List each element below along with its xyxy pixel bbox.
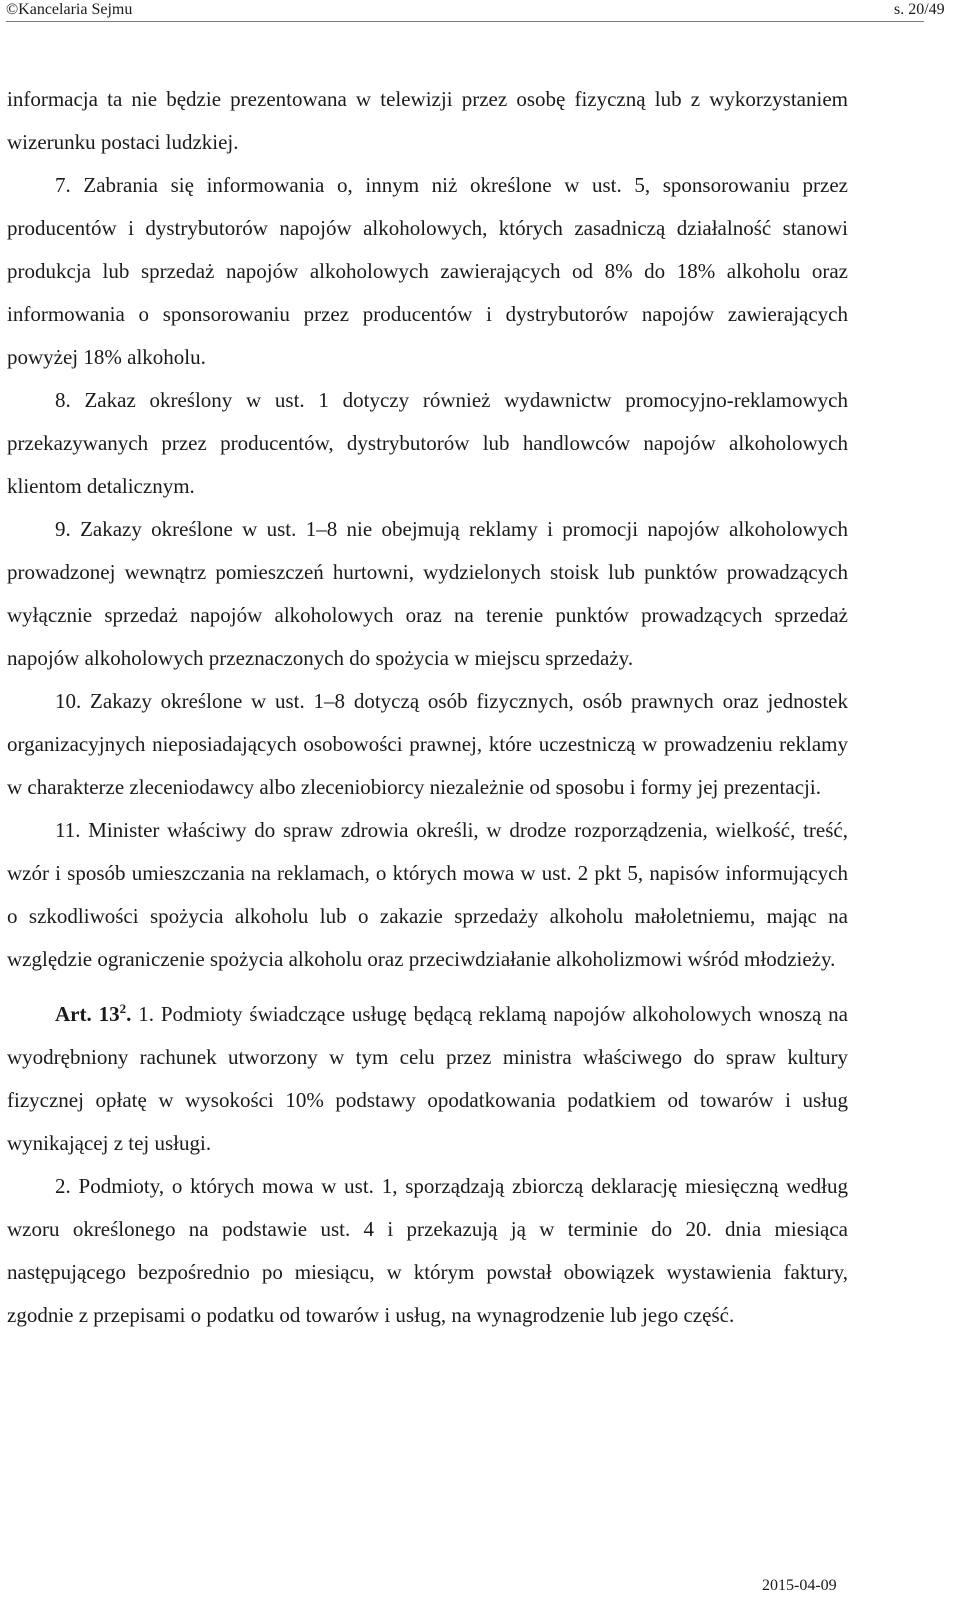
- article-label-tail: .: [126, 1002, 132, 1026]
- article-13-2-paragraph-2: 2. Podmioty, o których mowa w ust. 1, sporządzają zbiorczą deklarację miesięczną według wzoru określonego na podstawie ust. 4 i przekazują ją w terminie do 20. dnia miesiąca następującego bezpośrednio po miesiącu, w którym powstał obowiązek wystawienia faktury, zgodnie z przepisami o podatku od towarów i usług, na wynagrodzenie lub jego część.: [7, 1174, 848, 1327]
- article-13-2-paragraph-1: [7, 993, 848, 1165]
- paragraph-ust-11: 11. Minister właściwy do spraw zdrowia określi, w drodze rozporządzenia, wielkość, treść, wzór i sposób umieszczania na reklamach, o których mowa w ust. 2 pkt 5, napisów informujących o szkodliwości spożycia alkoholu lub o zakazie sprzedaży alkoholu małoletniemu, mając na względzie ograniczenie spożycia alkoholu oraz przeciwdziałanie alkoholizmowi wśród młodzieży.: [7, 818, 848, 971]
- header-divider: [6, 21, 924, 22]
- paragraph-ust-8: 8. Zakaz określony w ust. 1 dotyczy również wydawnictw promocyjno-reklamowych przekazywanych przez producentów, dystrybutorów lub handlowców napojów alkoholowych klientom detalicznym.: [7, 388, 848, 498]
- article-superscript: 2: [119, 1001, 127, 1017]
- paragraph-ust-9: 9. Zakazy określone w ust. 1–8 nie obejmują reklamy i promocji napojów alkoholowych prowadzonej wewnątrz pomieszczeń hurtowni, wydzielonych stoisk lub punktów prowadzących wyłącznie sprzedaż napojów alkoholowych oraz na terenie punktów prowadzących sprzedaż napojów alkoholowych przeznaczonych do spożycia w miejscu sprzedaży.: [7, 517, 848, 670]
- header-page-number: s. 20/49: [894, 1, 945, 18]
- document-body: [7, 78, 848, 1337]
- paragraph-ust-10: 10. Zakazy określone w ust. 1–8 dotyczą osób fizycznych, osób prawnych oraz jednostek organizacyjnych nieposiadających osobowości prawnej, które uczestniczą w prowadzeniu reklamy w charakterze zleceniodawcy albo zleceniobiorcy niezależnie od sposobu i formy jej prezentacji.: [7, 689, 848, 799]
- header-copyright: ©Kancelaria Sejmu: [6, 1, 133, 18]
- article-label: [55, 1002, 131, 1026]
- paragraph-ust-7: 7. Zabrania się informowania o, innym niż określone w ust. 5, sponsorowaniu przez producentów i dystrybutorów napojów alkoholowych, których zasadniczą działalność stanowi produkcja lub sprzedaż napojów alkoholowych zawierających od 8% do 18% alkoholu oraz informowania o sponsorowaniu przez producentów i dystrybutorów napojów zawierających powyżej 18% alkoholu.: [7, 173, 848, 369]
- article-number: Art. 13: [55, 1002, 120, 1026]
- article-paragraph-1-text: 1. Podmioty świadczące usługę będącą reklamą napojów alkoholowych wnoszą na wyodrębniony rachunek utworzony w tym celu przez ministra właściwego do spraw kultury fizycznej opłatę w wysokości 10% podstawy opodatkowania podatkiem od towarów i usług wynikającej z tej usługi.: [7, 1002, 848, 1155]
- paragraph-continuation: informacja ta nie będzie prezentowana w telewizji przez osobę fizyczną lub z wykorzystaniem wizerunku postaci ludzkiej.: [7, 87, 848, 154]
- footer-date: 2015-04-09: [762, 1577, 837, 1594]
